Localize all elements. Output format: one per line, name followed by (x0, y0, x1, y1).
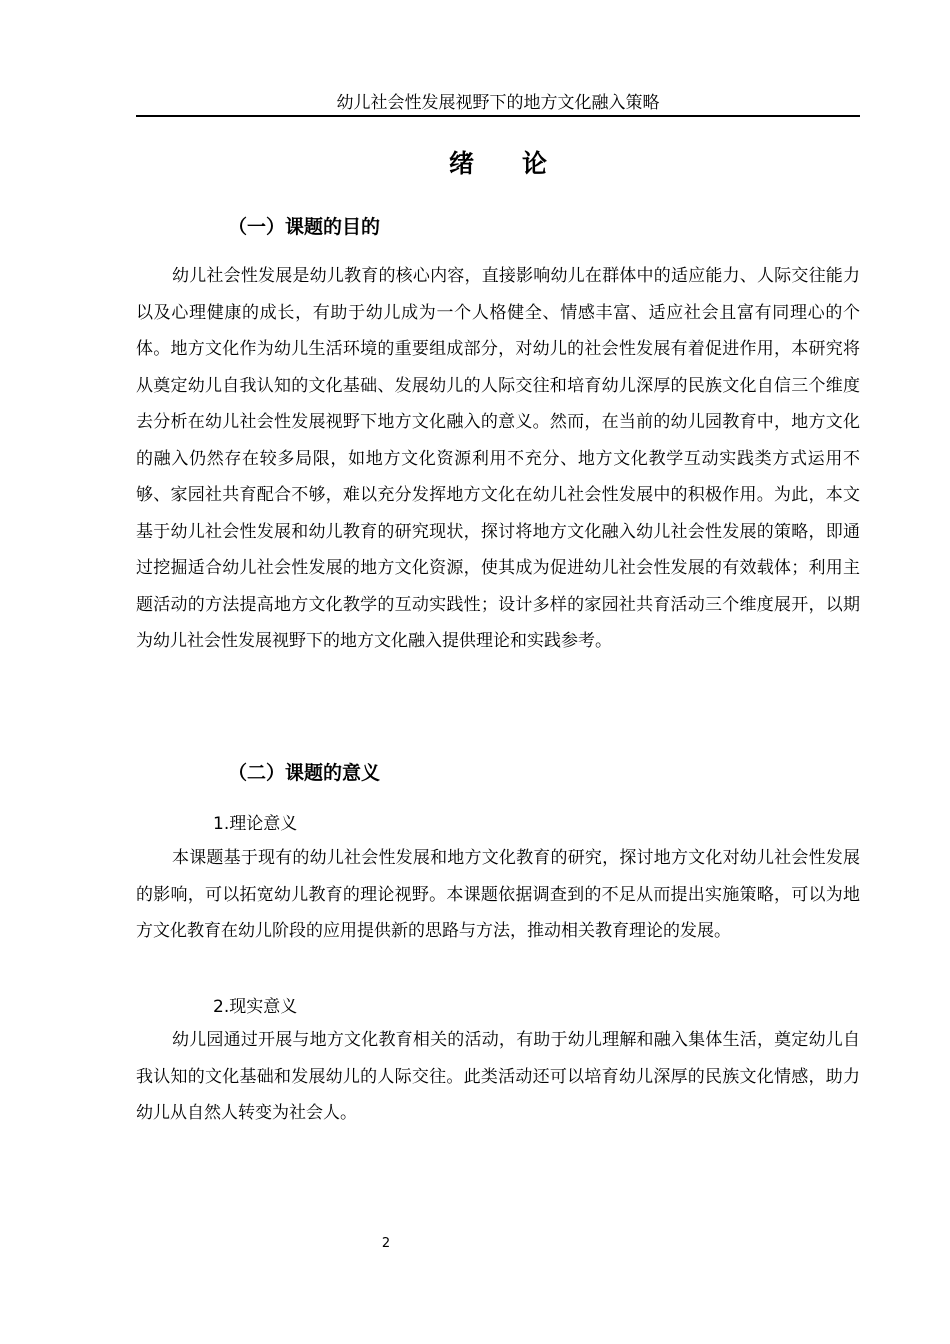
header-divider (136, 115, 860, 117)
chapter-title: 绪论 (448, 149, 595, 178)
purpose-paragraph: 幼儿社会性发展是幼儿教育的核心内容，直接影响幼儿在群体中的适应能力、人际交往能力以及心理健康的成长，有助于幼儿成为一个人格健全、情感丰富、适应社会且富有同理心的个体。地方文化作为幼儿生活环境的重要组成部分，对幼儿的社会性发展有着促进作用，本研究将从奠定幼儿自我认知的文化基础、发展幼儿的人际交往和培育幼儿深厚的民族文化自信三个维度去分析在幼儿社会性发展视野下地方文化融入的意义。然而，在当前的幼儿园教育中，地方文化的融入仍然存在较多局限，如地方文化资源利用不充分、地方文化教学互动实践类方式运用不够、家园社共育配合不够，难以充分发挥地方文化在幼儿社会性发展中的积极作用。为此，本文基于幼儿社会性发展和幼儿教育的研究现状，探讨将地方文化融入幼儿社会性发展的策略，即通过挖掘适合幼儿社会性发展的地方文化资源，使其成为促进幼儿社会性发展的有效载体；利用主题活动的方法提高地方文化教学的互动实践性；设计多样的家园社共育活动三个维度展开，以期为幼儿社会性发展视野下的地方文化融入提供理论和实践参考。 (136, 266, 860, 651)
section-heading-purpose: （一）课题的目的 (228, 216, 381, 238)
subsection-heading-theory: 1.理论意义 (213, 814, 298, 834)
section-heading-significance: （二）课题的意义 (228, 762, 381, 784)
subsection-heading-practice: 2.现实意义 (213, 997, 298, 1017)
running-header: 幼儿社会性发展视野下的地方文化融入策略 (336, 93, 660, 113)
practice-paragraph: 幼儿园通过开展与地方文化教育相关的活动，有助于幼儿理解和融入集体生活，奠定幼儿自我认知的文化基础和发展幼儿的人际交往。此类活动还可以培育幼儿深厚的民族文化情感，助力幼儿从自然人转变为社会人。 (136, 1030, 860, 1123)
page-number: 2 (381, 1236, 391, 1251)
theory-paragraph: 本课题基于现有的幼儿社会性发展和地方文化教育的研究，探讨地方文化对幼儿社会性发展的影响，可以拓宽幼儿教育的理论视野。本课题依据调查到的不足从而提出实施策略，可以为地方文化教育在幼儿阶段的应用提供新的思路与方法，推动相关教育理论的发展。 (136, 848, 860, 941)
